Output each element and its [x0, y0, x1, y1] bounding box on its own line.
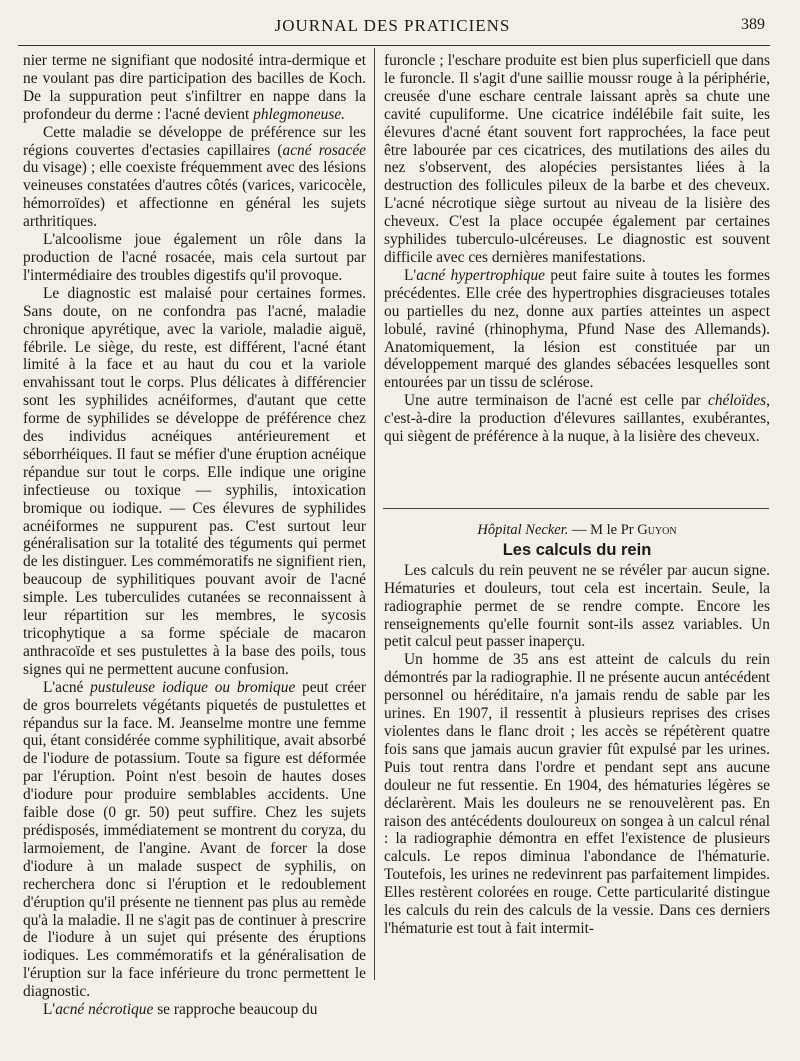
paragraph: nier terme ne signifiant que nodosité intra-dermique et ne voulant pas dire participation des bacilles de Koch. De la suppuration peut s'infiltrer en nappe dans la profondeur du derme : l'acné devient phlegmoneuse.	[23, 52, 366, 123]
hospital-byline: Hôpital Necker. — M le Pr Guyon	[477, 522, 677, 538]
paragraph: L'acné nécrotique se rapproche beaucoup du	[43, 1001, 318, 1019]
article-section	[384, 522, 770, 938]
page-header	[20, 16, 765, 38]
paragraph: furoncle ; l'eschare produite est bien plus superficiell que dans le furoncle. Il s'agit d'une saillie moussr rouge à la périphérie, creusée d'une eschare centrale laissant après sa chute une cavité cupuliforme. Une cicatrice indélébile fait suite, les élevures d'acné étant souvent fort rapprochées, la face peut être labourée par ces cicatrices, des mutilations des ailes du nez s'observent, des alopécies persistantes liées à la destruction des follicules pileux de la barbe et des cheveux. L'acné nécrotique siège surtout au niveau de la lisière des cheveux. C'est la place occupée également par certaines syphilides tuberculo-ulcéreuses. Le diagnostic est souvent difficile avec ces dernières manifestations.	[384, 52, 770, 266]
right-column	[384, 52, 770, 937]
column-divider	[374, 48, 375, 980]
paragraph: Le diagnostic est malaisé pour certaines formes. Sans doute, on ne confondra pas l'acné, maladie chronique apyrétique, avec la variole, maladie aiguë, fébrile. Le siège, du reste, est différent, l'acné étant limité à la face et au haut du cou et la variole envahissant tout le corps. Plus délicates à différencier sont les syphilides acnéiformes, d'autant que cette forme de syphilides se développe de préférence chez des individus acnéiques antérieurement et séborrhéiques. Il faut se méfier d'une éruption acnéique répandue sur tout le corps. Elle indique une origine infectieuse ou toxique — syphilis, intoxication bromique ou iodique. — Ces élevures de syphilides acnéiformes ne suppurent pas. C'est surtout leur généralisation sur la totalité des téguments qui permet de les distinguer. Les commémoratifs ne signifient rien, beaucoup de syphilitiques pouvant avoir de l'acné simple. Les tuberculides cutanées se reconnaissent à leur répartition sur les membres, le sycosis tricophytique a sa forme spéciale de macaron anthracoïde et ses pustulettes à la base des poils, tous signes qui ne permettent aucune confusion.	[23, 284, 366, 678]
paragraph: Un homme de 35 ans est atteint de calculs du rein démontrés par la radiographie. Il ne présente aucun antécédent personnel ou héréditaire, n'a jamais rendu de sable par les urines. En 1907, il ressentit à plusieurs reprises des crises violentes dans le flanc droit ; les accès se répétèrent quatre fois sans que jamais aucun gravier fût expulsé par les urines. Puis tout rentra dans l'ordre et pendant sept ans aucune douleur ne fut ressentie. En 1904, des hématuries légères se déclarèrent. Mais les douleurs ne se renouvelèrent pas. En raison des antécédents douloureux on songea à un calcul rénal : la radiographie démontra en effet l'existence de plusieurs calculs. Le repos diminua l'abondance de l'hématurie. Toutefois, les urines ne redevinrent pas parfaitement limpides. Elles restèrent colorées en rouge. Cette particularité distingue les calculs du rein des calculs de la vessie. Dans ces derniers l'hématurie est tout à fait intermit-	[384, 651, 770, 937]
paragraph: L'acné pustuleuse iodique ou bromique peut créer de gros bourrelets végétants piquetés de pustulettes et répandus sur la face. M. Jeanselme montre une femme qui, étant considérée comme syphilitique, avait absorbé de l'iodure de potassium. Toute sa figure est déformée par l'éruption. Point n'est besoin de hautes doses d'iodure pour produire semblables accidents. Une faible dose (0 gr. 50) peut suffire. Chez les sujets prédisposés, immédiatement se montrent du coryza, du larmoiement, de l'angine. Avant de forcer la dose d'iodure à un malade suspect de syphilis, on recherchera donc si l'éruption et le redoublement d'éruption qu'il présente ne tiennent pas plus au remède qu'à la maladie. Il ne s'agit pas de continuer à prescrire de l'iodure à un sujet qui présente des éruptions iodiques. Les commémoratifs et la généralisation de l'éruption sur la face inférieure du tronc permettent le diagnostic.	[23, 678, 366, 1001]
header-rule	[18, 45, 770, 46]
left-column	[23, 52, 366, 1019]
paragraph: Cette maladie se développe de préférence sur les régions couvertes d'ectasies capillaires (acné rosacée du visage) ; elle coexiste fréquemment avec des lésions veineuses constatées d'autres côtés (varices, varicocèle, hémorroïdes) et affectionne en général les sujets arthritiques.	[23, 123, 366, 231]
article-title: Les calculs du rein	[502, 540, 652, 559]
paragraph: L'acné hypertrophique peut faire suite à toutes les formes précédentes. Elle crée des hypertrophies disgracieuses totales ou partielles du nez, donne aux parties atteintes un aspect lobulé, raviné (rhinophyma, Pfund Nase des Allemands). Anatomiquement, la lésion est constituée par un développement marqué des glandes sébacées lesquelles sont entourées par un tissu de sclérose.	[384, 266, 770, 392]
section-separator	[383, 508, 769, 509]
paragraph: L'alcoolisme joue également un rôle dans la production de l'acné rosacée, mais cela surtout par l'intermédiaire des troubles digestifs qu'il provoque.	[23, 231, 366, 284]
journal-title: JOURNAL DES PRATICIENS	[274, 16, 511, 35]
page-number: 389	[741, 16, 765, 33]
paragraph: Les calculs du rein peuvent ne se révéler par aucun signe. Hématuries et douleurs, tout cela est incertain. Seule, la radiographie permet de se rendre compte. Encore les renseignements qu'elle fournit sont-ils assez variables. Un petit calcul peut passer inaperçu.	[384, 561, 770, 651]
paragraph: Une autre terminaison de l'acné est celle par chéloïdes, c'est-à-dire la production d'élevures saillantes, exubérantes, qui siègent de préférence à la nuque, à la lisière des cheveux.	[384, 392, 770, 446]
